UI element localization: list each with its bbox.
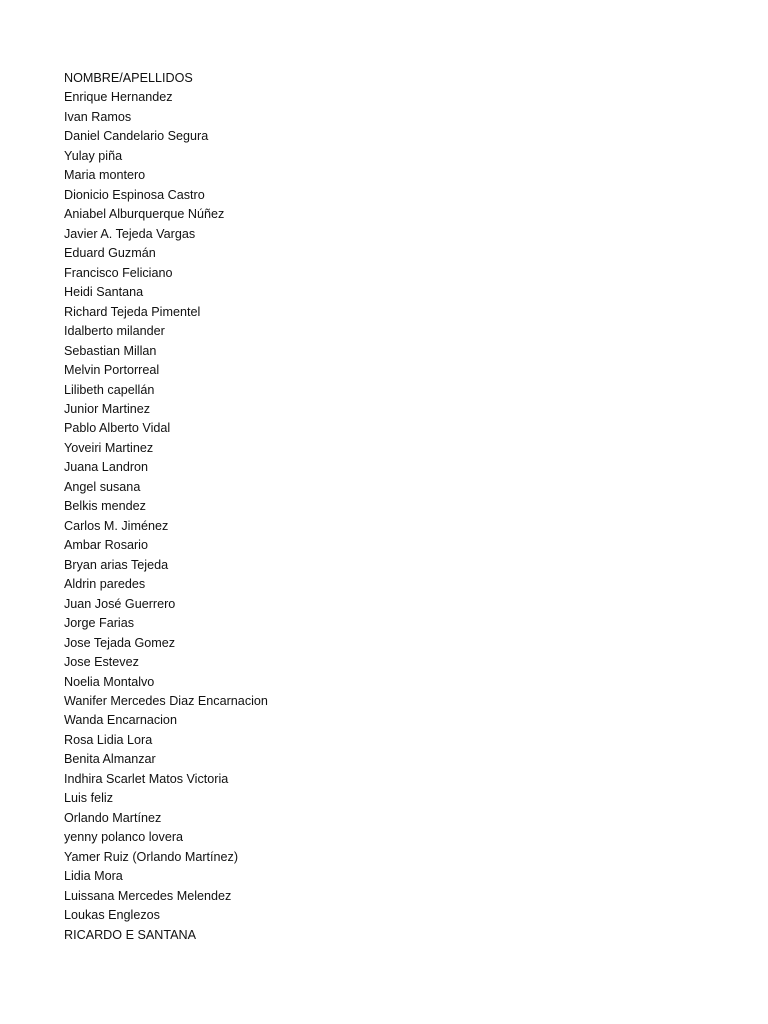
list-item: Belkis mendez [64, 499, 146, 514]
list-item: Idalberto milander [64, 324, 165, 339]
list-item: Sebastian Millan [64, 343, 157, 358]
list-item: Indhira Scarlet Matos Victoria [64, 771, 229, 786]
list-header: NOMBRE/APELLIDOS [64, 71, 193, 85]
list-item: Carlos M. Jiménez [64, 518, 169, 533]
list-item: Ivan Ramos [64, 109, 132, 124]
list-item: Lidia Mora [64, 869, 123, 884]
list-item: yenny polanco lovera [64, 830, 184, 845]
list-item: Noelia Montalvo [64, 674, 155, 689]
list-item: Benita Almanzar [64, 752, 156, 767]
list-item: Daniel Candelario Segura [64, 129, 209, 144]
list-item: Ambar Rosario [64, 538, 148, 553]
list-item: Wanifer Mercedes Diaz Encarnacion [64, 694, 268, 708]
list-item: Melvin Portorreal [64, 363, 160, 378]
list-item: Yoveiri Martinez [64, 440, 154, 455]
list-item: Jorge Farias [64, 616, 134, 631]
list-item: Heidi Santana [64, 285, 144, 300]
list-item: Wanda Encarnacion [64, 713, 177, 728]
list-item: Juan José Guerrero [64, 596, 176, 611]
list-item: Richard Tejeda Pimentel [64, 304, 201, 319]
list-item: Rosa Lidia Lora [64, 732, 153, 747]
list-item: Angel susana [64, 479, 141, 494]
list-item: Lilibeth capellán [64, 382, 155, 397]
list-item: Enrique Hernandez [64, 90, 173, 105]
list-item: Loukas Englezos [64, 908, 160, 923]
list-item: Juana Landron [64, 460, 149, 475]
list-item: Francisco Feliciano [64, 265, 173, 280]
list-item: Dionicio Espinosa Castro [64, 187, 205, 202]
list-item: Aniabel Alburquerque Núñez [64, 207, 225, 222]
list-item: Jose Estevez [64, 655, 139, 670]
list-item: Luis feliz [64, 791, 113, 806]
list-item: Luissana Mercedes Melendez [64, 888, 232, 903]
list-item: Yulay piña [64, 148, 123, 163]
list-item: Junior Martinez [64, 401, 151, 416]
list-item: Maria montero [64, 168, 146, 183]
list-item: Aldrin paredes [64, 577, 146, 592]
list-item: Jose Tejada Gomez [64, 635, 176, 650]
list-item: Eduard Guzmán [64, 246, 156, 261]
list-item: RICARDO E SANTANA [64, 927, 197, 942]
list-item: Pablo Alberto Vidal [64, 421, 171, 436]
list-item: Yamer Ruiz (Orlando Martínez) [64, 849, 239, 864]
name-list [64, 88, 268, 945]
list-item: Bryan arias Tejeda [64, 557, 169, 572]
list-item: Javier A. Tejeda Vargas [64, 226, 196, 241]
list-item: Orlando Martínez [64, 810, 162, 825]
